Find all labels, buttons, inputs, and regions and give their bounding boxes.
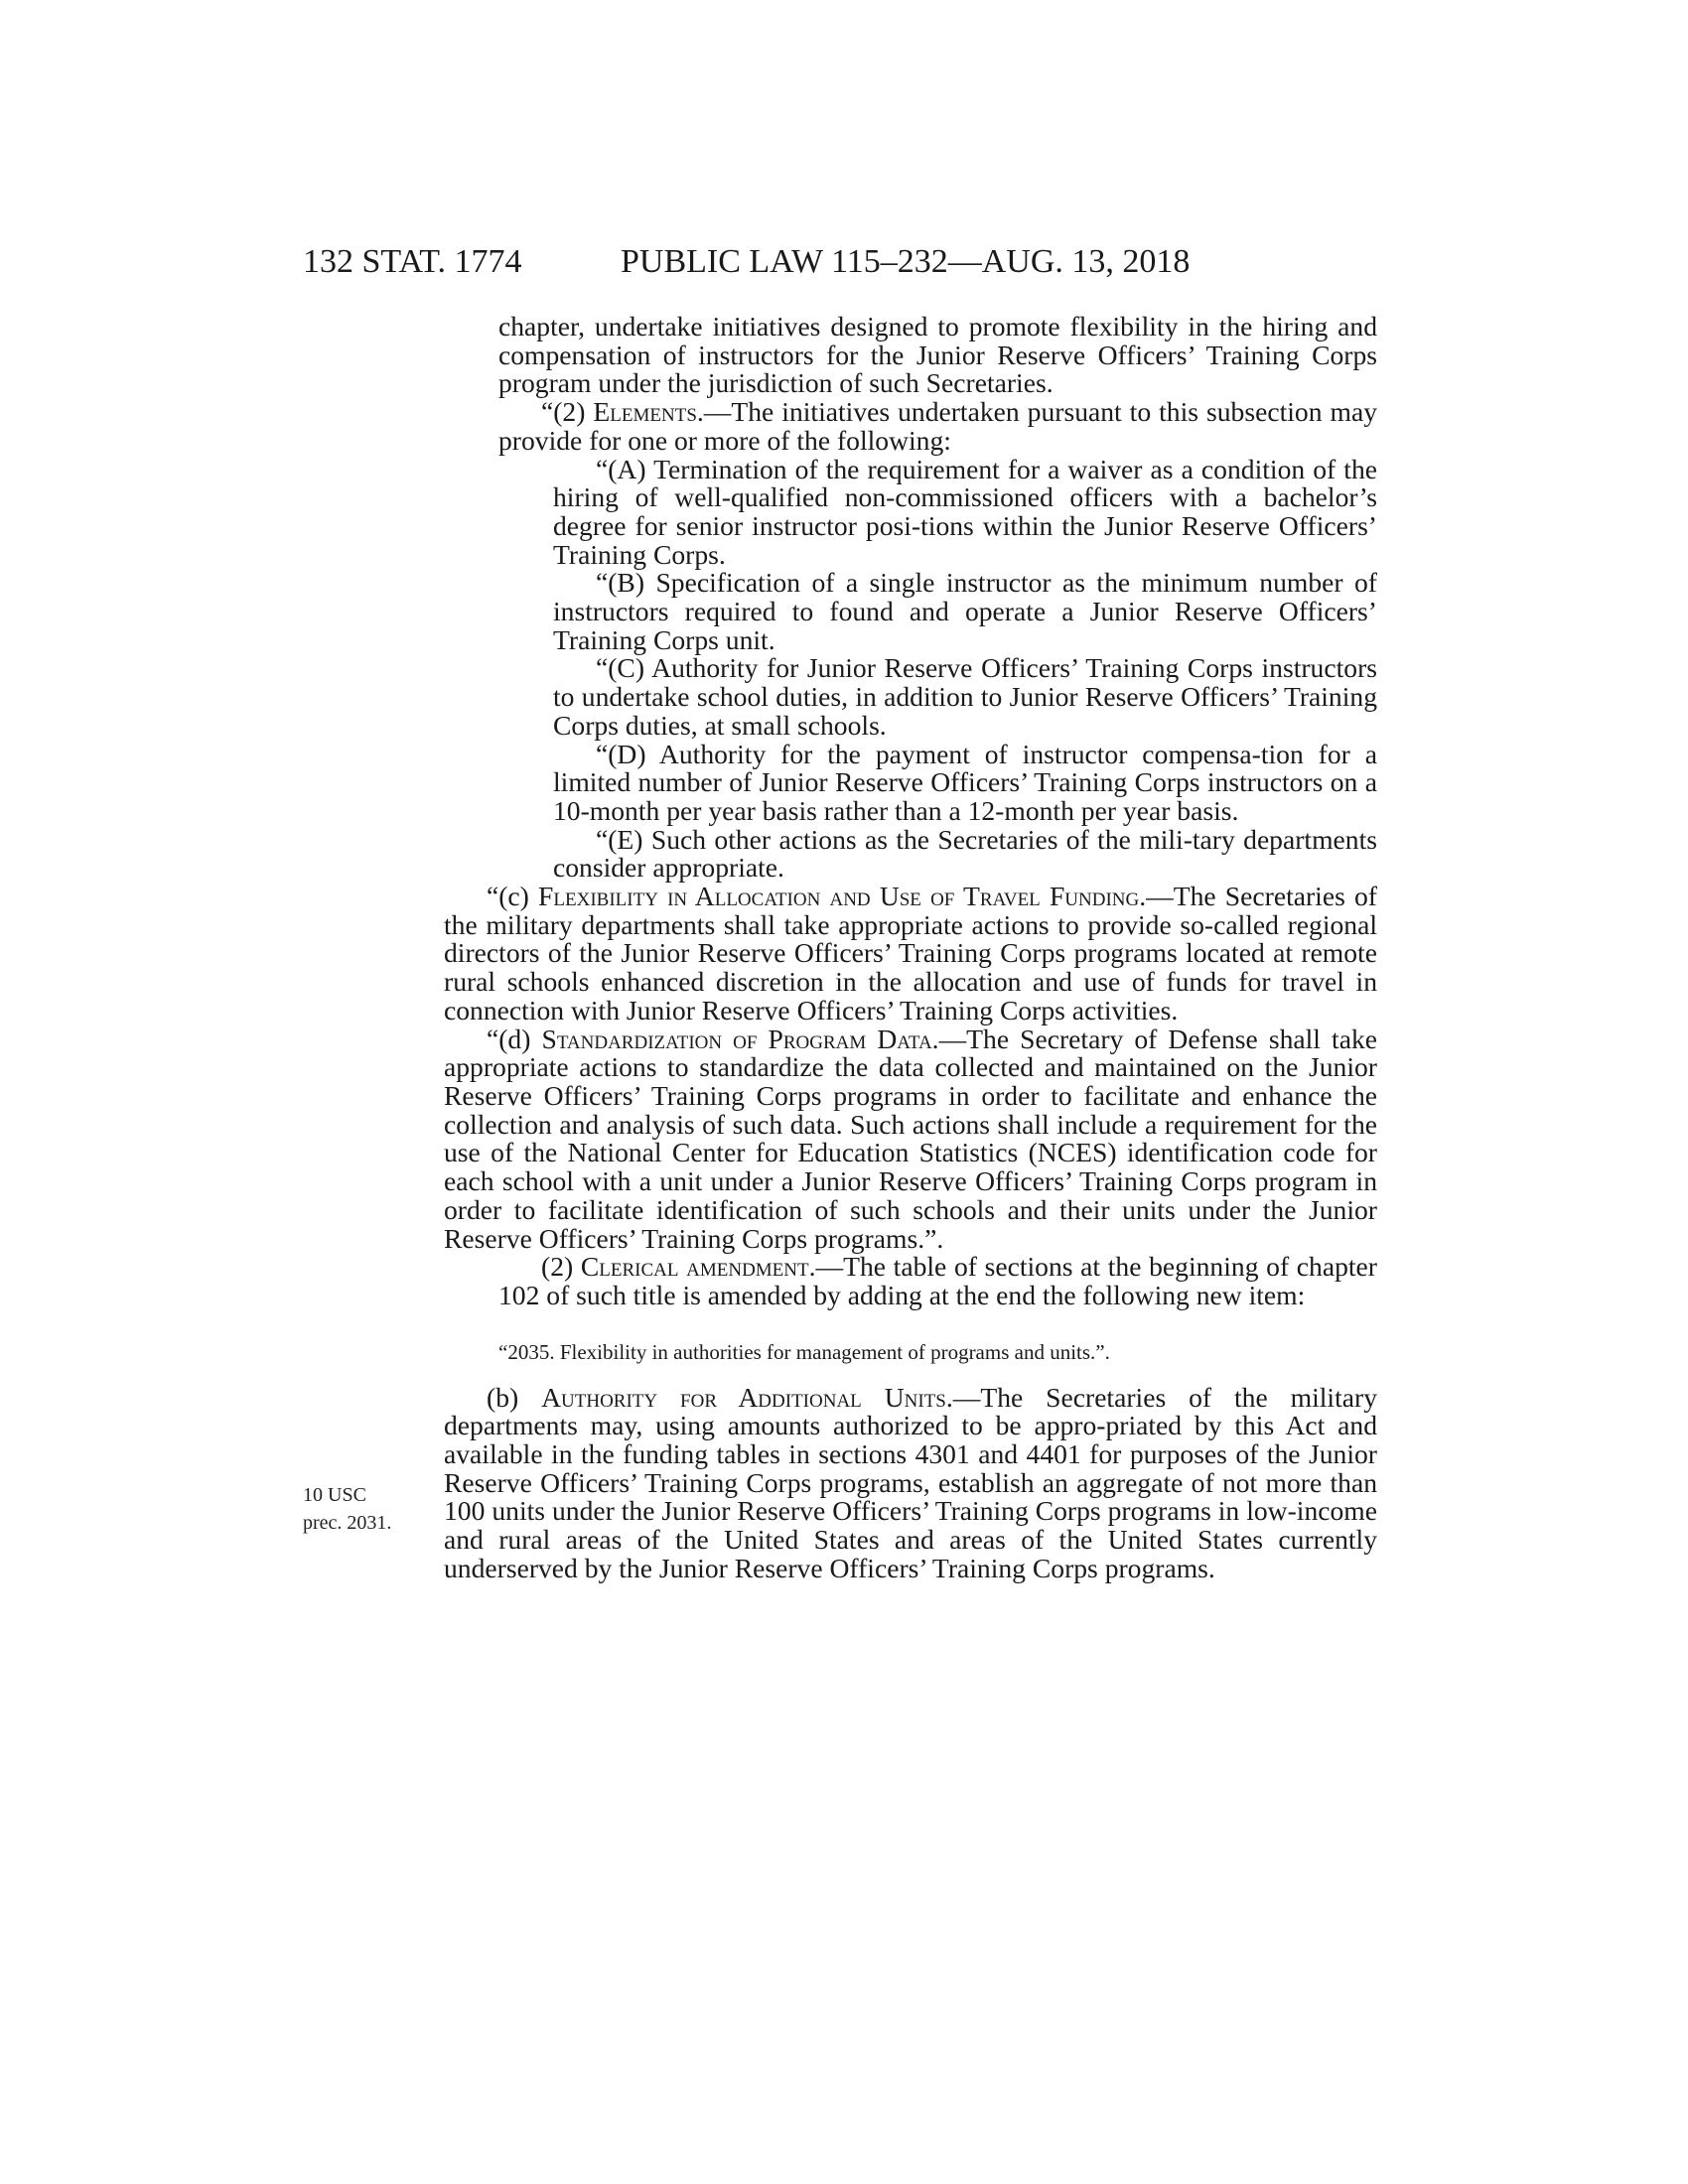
subparagraph-e: “(E) Such other actions as the Secretaries of the mili-tary departments consider appropriate. [553,823,1377,884]
subsection-b-text: —The Secretaries of the military departments may, using amounts authorized to be appro-priated by this Act and available in the funding tables in sections 4301 and 4401 for purposes of the Junior Reserve Officers’ Training Corps programs, establish an aggregate of not more than 100 units under the Junior Reserve Officers’ Training Corps programs in low-income and rural areas of the United States and areas of the United States currently underserved by the Junior Reserve Officers’ Training Corps programs. [444,1381,1377,1583]
subsection-c-lead: “(c) [487,881,539,912]
subsection-b-additional-units [444,1381,1377,1583]
subparagraph-a: “(A) Termination of the requirement for a waiver as a condition of the hiring of well-qualified non-commissioned officers with a bachelor’s degree for senior instructor posi-tions within the Junior Reserve Officers’ Training Corps. [553,453,1377,570]
margin-note-line-2: prec. 2031. [303,1512,392,1534]
subsection-b-heading: Authority for Additional Units. [541,1381,953,1413]
subsection-c-heading: Flexibility in Allocation and Use of Travel Funding. [538,881,1147,912]
subparagraph-b: “(B) Specification of a single instructor as the minimum number of instructors required to found and operate a Junior Reserve Officers’ Training Corps unit. [553,567,1377,655]
clerical-amendment [498,1253,1377,1309]
subsection-b-lead: (b) [487,1381,542,1413]
clerical-amendment-lead: (2) [541,1251,581,1283]
page-header [0,243,1688,293]
document-body [444,311,1377,1583]
statute-page-reference: 132 STAT. 1774 [303,243,522,280]
subparagraph-c: “(C) Authority for Junior Reserve Officers’ Training Corps instructors to undertake school duties, in addition to Junior Reserve Officers’ Training Corps duties, at small schools. [553,652,1377,741]
subsection-d [444,1025,1377,1254]
margin-note [303,1481,391,1537]
clerical-amendment-heading: Clerical amendment. [580,1251,816,1283]
subsection-d-lead: “(d) [487,1023,542,1054]
subsection-d-text: —The Secretary of Defense shall take appropriate actions to standardize the data collected and maintained on the Junior Reserve Officers’ Training Corps programs in order to facilitate and enhance the collection and analysis of such data. Such actions shall include a requirement for the use of the National Center for Education Statistics (NCES) identification code for each school with a unit under a Junior Reserve Officers’ Training Corps program in order to facilitate identification of such schools and their units under the Junior Reserve Officers’ Training Corps programs.”. [444,1023,1377,1254]
subsection-c-text: —The Secretaries of the military departments shall take appropriate actions to provide so-called regional directors of the Junior Reserve Officers’ Training Corps programs located at remote rural schools enhanced discretion in the allocation and use of funds for travel in connection with Junior Reserve Officers’ Training Corps activities. [444,881,1377,1025]
paragraph-elements-lead: “(2) [541,396,594,428]
paragraph-elements [498,398,1377,455]
paragraph-elements-text: —The initiatives undertaken pursuant to this subsection may provide for one or more of the following: [498,396,1377,456]
subsection-c [444,883,1377,1025]
paragraph-elements-heading: Elements. [593,396,704,428]
paragraph-intro: chapter, undertake initiatives designed to promote flexibility in the hiring and compensation of instructors for the Junior Reserve Officers’ Training Corps program under the jurisdiction of such Secretaries. [498,311,1377,399]
subsection-d-heading: Standardization of Program Data. [541,1023,939,1054]
public-law-title: PUBLIC LAW 115–232—AUG. 13, 2018 [621,243,1191,280]
table-of-sections-item: “2035. Flexibility in authorities for management of programs and units.”. [498,1339,1110,1364]
subparagraph-d: “(D) Authority for the payment of instructor compensa-tion for a limited number of Junior Reserve Officers’ Training Corps instructors on a 10-month per year basis rather than a 12-month per year basis. [553,738,1377,826]
clerical-amendment-text: —The table of sections at the beginning of chapter 102 of such title is amended by adding at the end the following new item: [498,1251,1377,1310]
margin-note-line-1: 10 USC [303,1484,366,1506]
